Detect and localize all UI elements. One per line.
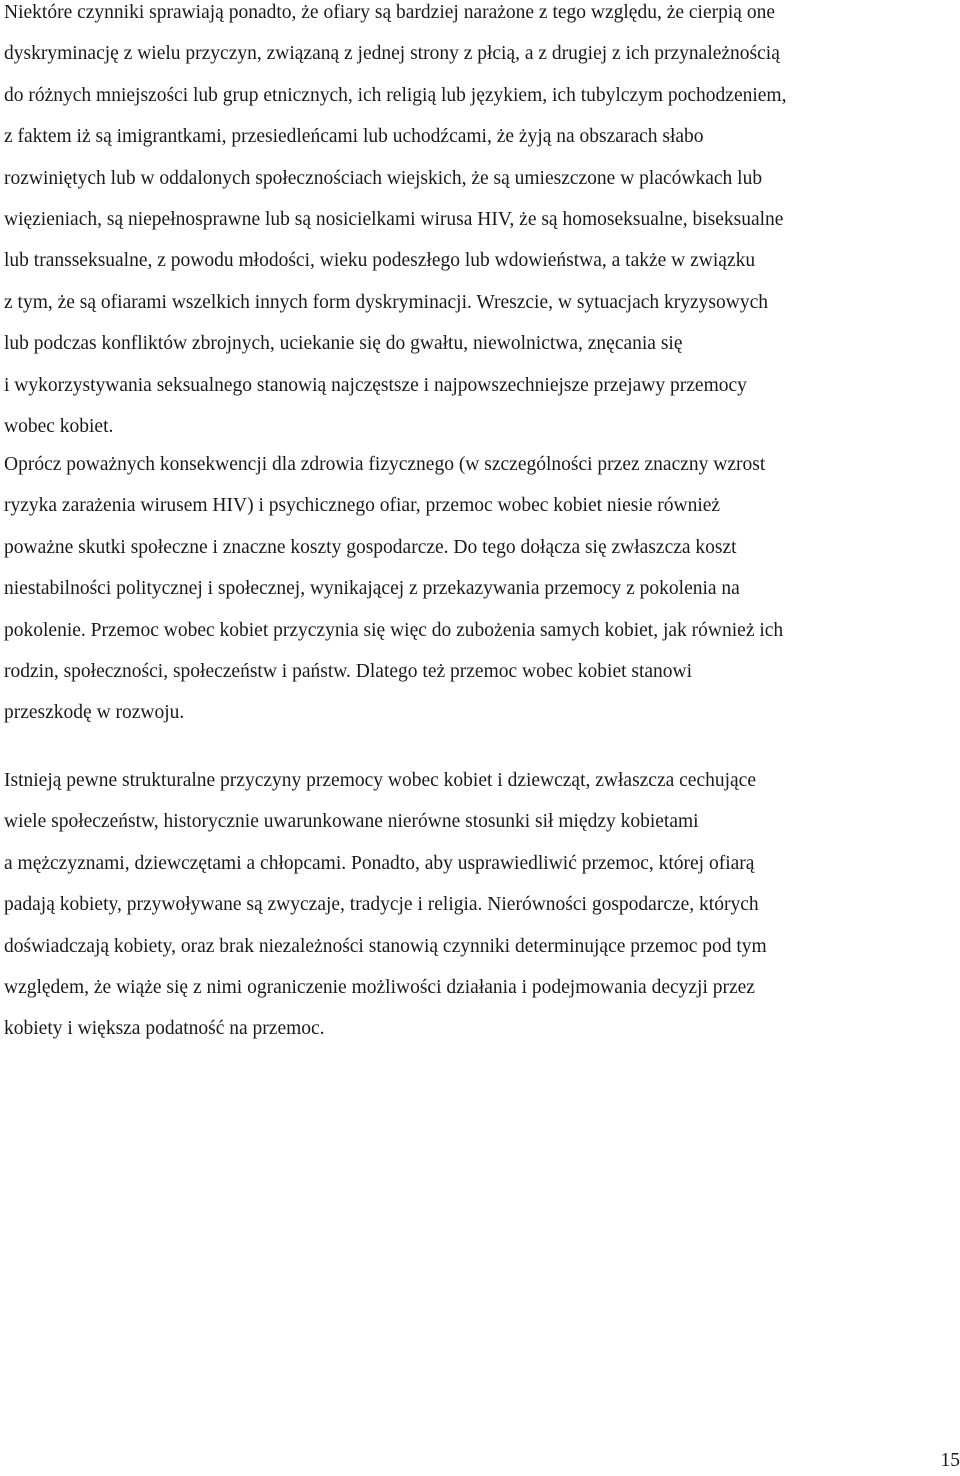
paragraph-line: pokolenie. Przemoc wobec kobiet przyczynia się więc do zubożenia samych kobiet, jak również ich — [4, 619, 784, 641]
paragraph-line: Oprócz poważnych konsekwencji dla zdrowia fizycznego (w szczególności przez znaczny wzrost — [4, 454, 766, 475]
paragraph-line: kobiety i większa podatność na przemoc. — [4, 1018, 325, 1040]
paragraph-line: poważne skutki społeczne i znaczne koszty gospodarcze. Do tego dołącza się zwłaszcza koszt — [4, 536, 737, 558]
paragraph-line: a mężczyznami, dziewczętami a chłopcami. Ponadto, aby usprawiedliwić przemoc, której ofiarą — [4, 852, 755, 874]
paragraph-consequences — [4, 444, 956, 734]
paragraph-line: rodzin, społeczności, społeczeństw i państw. Dlatego też przemoc wobec kobiet stanowi — [4, 661, 693, 683]
paragraph-line: dyskryminację z wielu przyczyn, związaną z jednej strony z płcią, a z drugiej z ich przynależnością — [4, 43, 780, 65]
paragraph-line: ryzyka zarażenia wirusem HIV) i psychicznego ofiar, przemoc wobec kobiet niesie również — [4, 495, 721, 517]
paragraph-line: lub transseksualne, z powodu młodości, wieku podeszłego lub wdowieństwa, a także w związku — [4, 250, 756, 272]
paragraph-line: padają kobiety, przywoływane są zwyczaje, tradycje i religia. Nierówności gospodarcze, których — [4, 894, 759, 916]
paragraph-discrimination — [4, 0, 956, 447]
paragraph-line: względem, że wiąże się z nimi ograniczenie możliwości działania i podejmowania decyzji przez — [4, 977, 755, 999]
paragraph-line: wobec kobiet. — [4, 416, 114, 438]
paragraph-line: wiele społeczeństw, historycznie uwarunkowane nierówne stosunki sił między kobietami — [4, 811, 699, 833]
paragraph-line: Niektóre czynniki sprawiają ponadto, że ofiary są bardziej narażone z tego względu, że cierpią one — [4, 2, 775, 23]
paragraph-line: przeszkodę w rozwoju. — [4, 702, 185, 724]
paragraph-line: więzieniach, są niepełnosprawne lub są nosicielkami wirusa HIV, że są homoseksualne, biseksualne — [4, 209, 784, 231]
paragraph-line: lub podczas konfliktów zbrojnych, uciekanie się do gwałtu, niewolnictwa, znęcania się — [4, 333, 683, 355]
page-number: 15 — [940, 1450, 960, 1471]
paragraph-structural-causes — [4, 760, 956, 1050]
paragraph-line: z tym, że są ofiarami wszelkich innych form dyskryminacji. Wreszcie, w sytuacjach kryzysowych — [4, 291, 768, 313]
paragraph-line: do różnych mniejszości lub grup etnicznych, ich religią lub językiem, ich tubylczym pochodzeniem, — [4, 84, 787, 106]
paragraph-line: doświadczają kobiety, oraz brak niezależności stanowią czynniki determinujące przemoc pod tym — [4, 935, 767, 957]
paragraph-line: niestabilności politycznej i społecznej, wynikającej z przekazywania przemocy z pokolenia na — [4, 578, 740, 600]
paragraph-line: rozwiniętych lub w oddalonych społecznościach wiejskich, że są umieszczone w placówkach lub — [4, 167, 763, 189]
paragraph-line: z faktem iż są imigrantkami, przesiedleńcami lub uchodźcami, że żyją na obszarach słabo — [4, 126, 704, 148]
paragraph-line: Istnieją pewne strukturalne przyczyny przemocy wobec kobiet i dziewcząt, zwłaszcza cechujące — [4, 770, 756, 791]
paragraph-line: i wykorzystywania seksualnego stanowią najczęstsze i najpowszechniejsze przejawy przemocy — [4, 374, 747, 396]
